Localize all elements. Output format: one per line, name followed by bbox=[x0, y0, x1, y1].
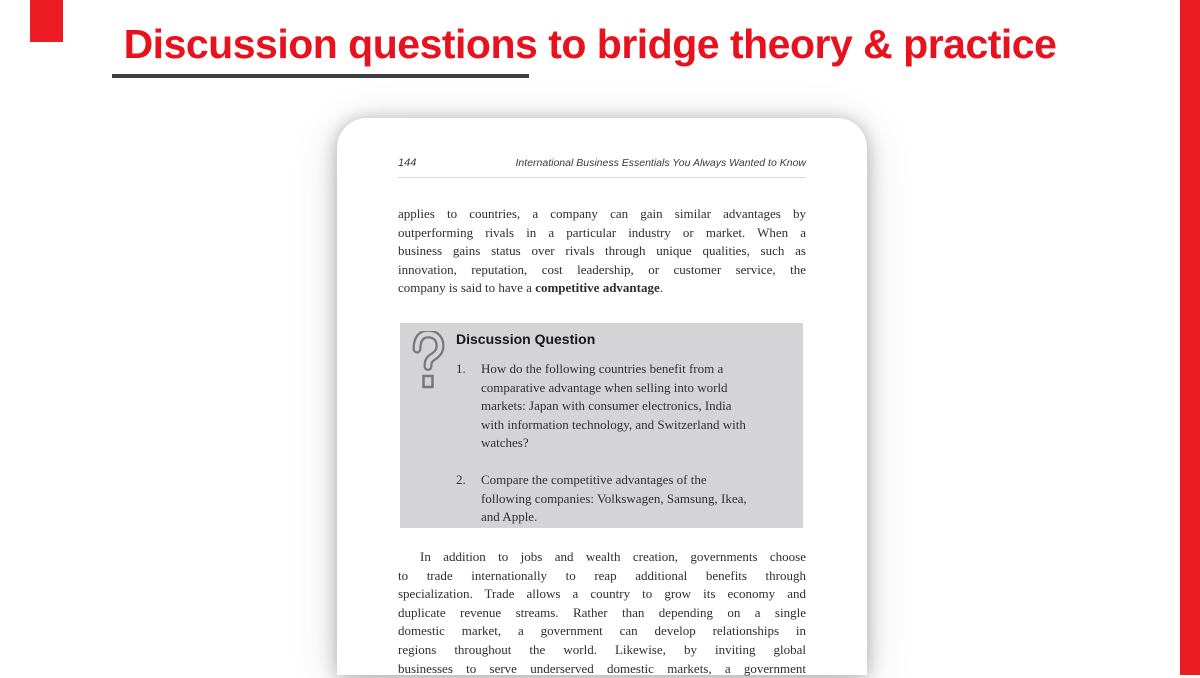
paragraph-1-line: innovation, reputation, cost leadership, or customer service, the bbox=[398, 261, 806, 277]
paragraph-2-line: to trade internationally to reap additional benefits through bbox=[398, 567, 806, 583]
question-1-number: 1. bbox=[456, 361, 466, 376]
paragraph-1-last-line-suffix: . bbox=[659, 280, 663, 296]
question-2-line: Compare the competitive advantages of the bbox=[481, 472, 707, 487]
paragraph-2-line: businesses to serve underserved domestic markets, a government bbox=[398, 660, 806, 676]
bold-key-term: competitive advantage bbox=[535, 280, 660, 296]
question-1-line: comparative advantage when selling into world bbox=[481, 379, 728, 395]
question-mark-icon bbox=[408, 331, 448, 393]
paragraph-2-line: regions throughout the world. Likewise, by inviting global bbox=[398, 641, 806, 657]
discussion-question-box bbox=[400, 323, 803, 528]
paragraph-1-last-line bbox=[398, 279, 806, 298]
question-2-number: 2. bbox=[456, 472, 466, 487]
question-1-line: watches? bbox=[481, 435, 529, 451]
paragraph-2-line: duplicate revenue streams. Rather than depending on a single bbox=[398, 604, 806, 620]
paragraph-2-line: specialization. Trade allows a country to grow its economy and bbox=[398, 586, 806, 602]
question-1-line: with information technology, and Switzerland with bbox=[481, 416, 746, 432]
question-1-line: markets: Japan with consumer electronics, India bbox=[481, 398, 732, 414]
slide-title: Discussion questions to bridge theory & practice bbox=[123, 21, 1057, 67]
paragraph-1-line: business gains status over rivals through unique qualities, such as bbox=[398, 243, 806, 259]
paragraph-1-last-line-prefix: company is said to have a bbox=[398, 280, 536, 296]
right-edge-accent-bar bbox=[1180, 0, 1200, 675]
question-2-text bbox=[481, 471, 747, 527]
running-title: International Business Essentials You Always Wanted to Know bbox=[515, 157, 806, 169]
discussion-box-heading: Discussion Question bbox=[456, 331, 596, 347]
title-underline bbox=[112, 74, 529, 78]
page-header bbox=[398, 157, 806, 169]
paragraph-2-line: domestic market, a government can develop relationships in bbox=[398, 623, 806, 639]
paragraph-1-line: outperforming rivals in a particular industry or market. When a bbox=[398, 224, 806, 240]
question-1-text bbox=[481, 360, 746, 453]
paragraph-1-line: applies to countries, a company can gain similar advantages by bbox=[398, 206, 806, 221]
book-page bbox=[337, 118, 867, 675]
question-2-line: following companies: Volkswagen, Samsung, Ikea, bbox=[481, 490, 747, 506]
paragraph-2 bbox=[398, 548, 806, 678]
discussion-question-1 bbox=[456, 360, 746, 453]
question-2-line: and Apple. bbox=[481, 509, 538, 525]
header-rule bbox=[398, 177, 806, 178]
discussion-question-2 bbox=[456, 471, 747, 527]
page-number: 144 bbox=[398, 157, 417, 169]
paragraph-2-line: In addition to jobs and wealth creation, governments choose bbox=[420, 549, 806, 564]
question-1-line: How do the following countries benefit from a bbox=[481, 361, 724, 376]
paragraph-1 bbox=[398, 205, 806, 298]
